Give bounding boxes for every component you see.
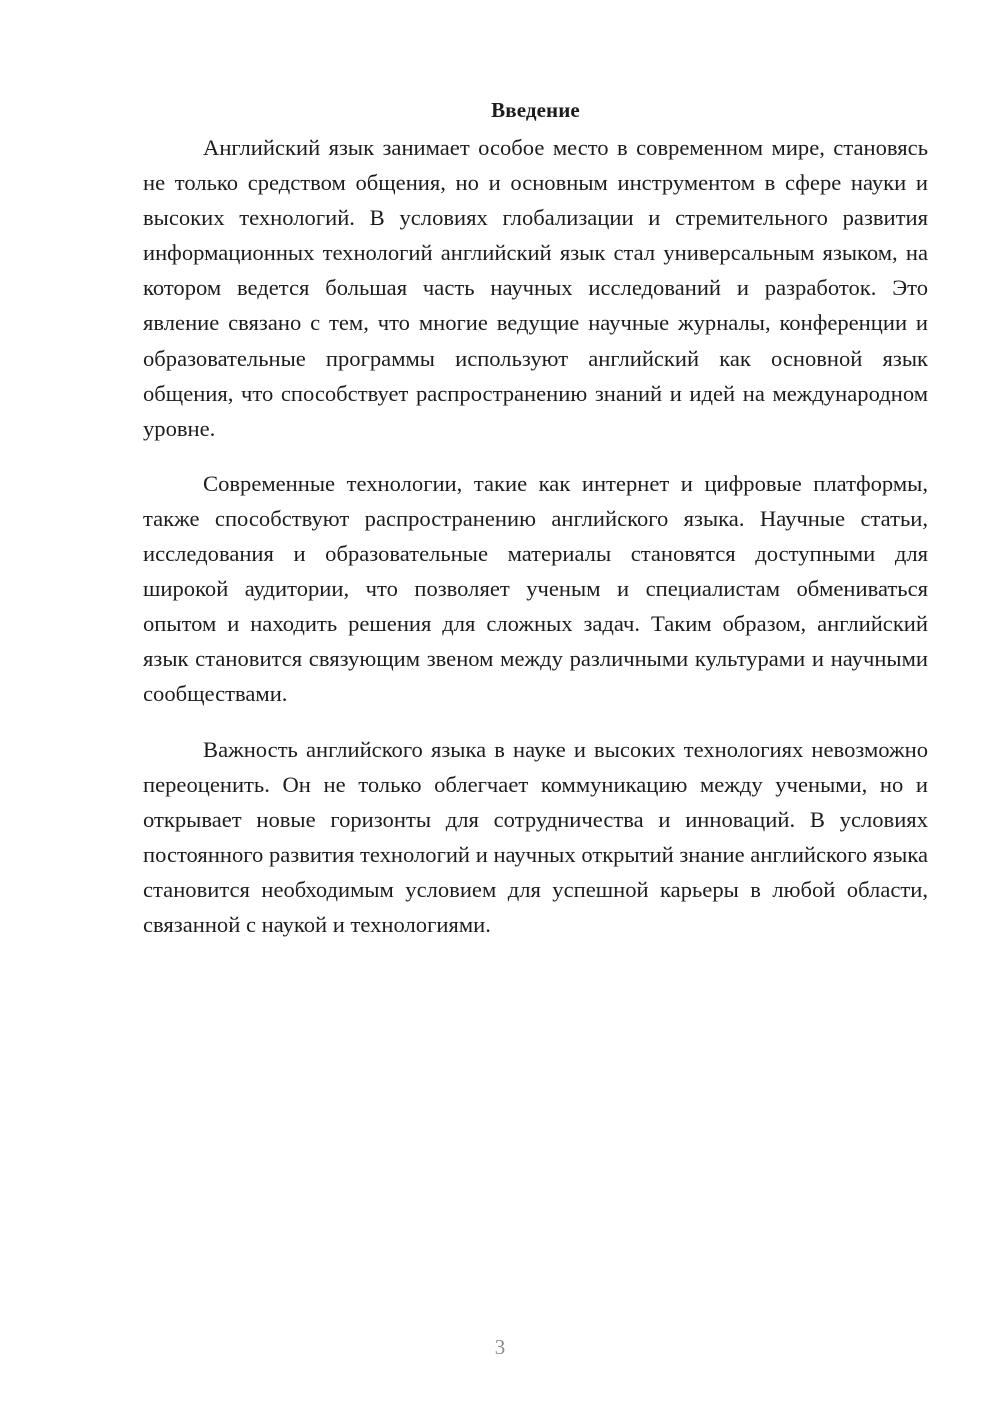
paragraph-1: Английский язык занимает особое место в современном мире, становясь не только средством общения, но и основным инструментом в сфере науки и высоких технологий. В условиях глобализации и стремительного развития информационных технологий английский язык стал универсальным языком, на котором ведется большая часть научных исследований и разработок. Это явление связано с тем, что многие ведущие научные журналы, конференции и образовательные программы используют английский как основной язык общения, что способствует распространению знаний и идей на международном уровне. (143, 135, 928, 441)
paragraph-2: Современные технологии, такие как интернет и цифровые платформы, также способствуют распространению английского языка. Научные статьи, исследования и образовательные материалы становятся доступными для широкой аудитории, что позволяет ученым и специалистам обмениваться опытом и находить решения для сложных задач. Таким образом, английский язык становится связующим звеном между различными культурами и научными сообществами. (143, 470, 928, 707)
section-title: Введение (491, 98, 580, 122)
paragraph-3: Важность английского языка в науке и высоких технологиях невозможно переоценить. Он не только облегчает коммуникацию между учеными, но и открывает новые горизонты для сотрудничества и инноваций. В условиях постоянного развития технологий и научных открытий знание английского языка становится необходимым условием для успешной карьеры в любой области, связанной с наукой и технологиями. (143, 736, 928, 937)
page-number: 3 (494, 1335, 506, 1359)
page-content (143, 93, 928, 962)
